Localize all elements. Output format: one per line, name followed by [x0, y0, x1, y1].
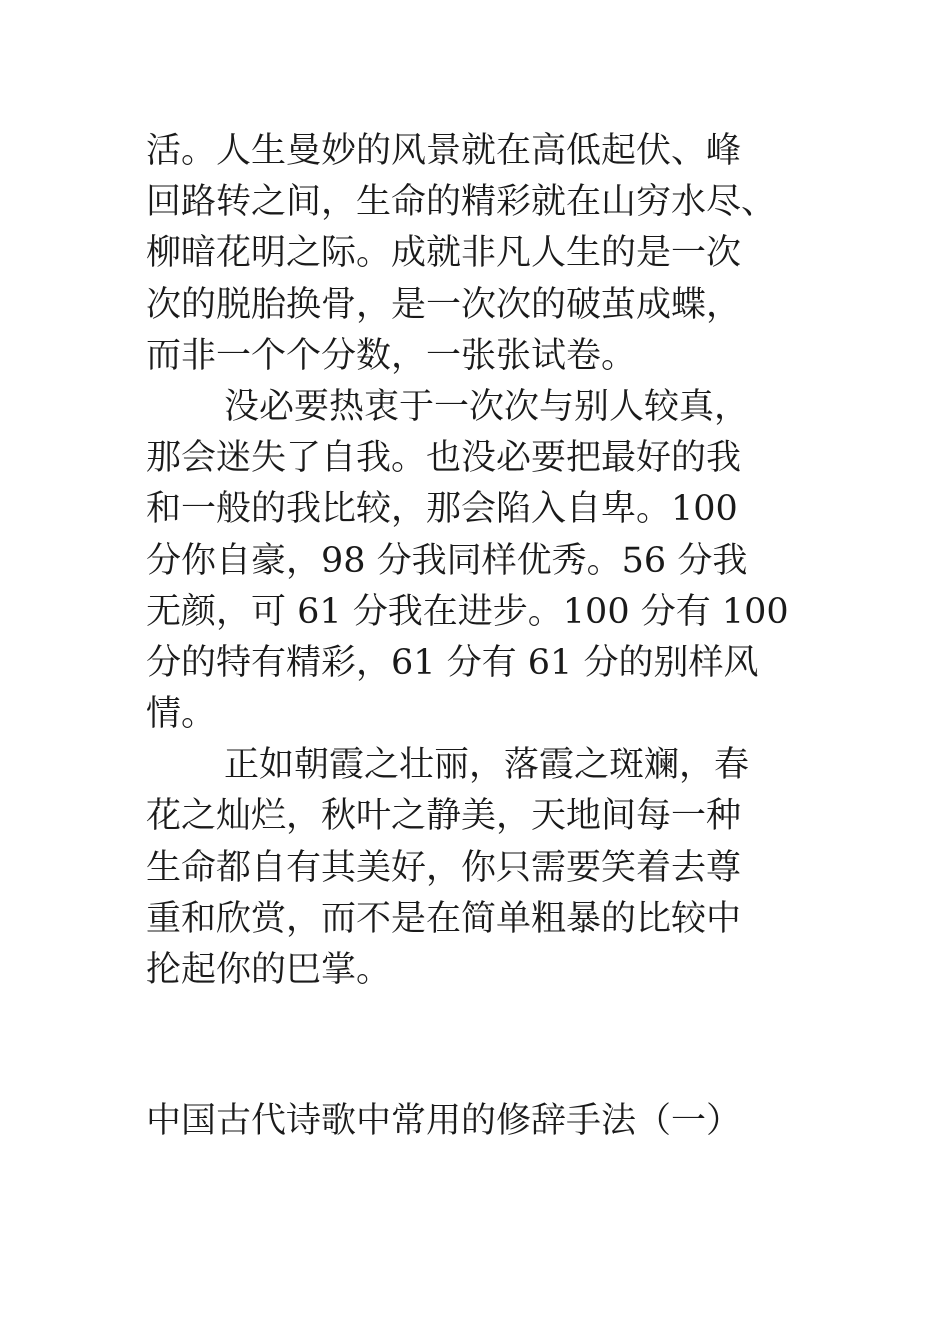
- text-line: 抡起你的巴掌。: [146, 950, 392, 990]
- section-heading: 中国古代诗歌中常用的修辞手法（一）: [146, 1101, 742, 1141]
- text-line: 花之灿烂，秋叶之静美，天地间每一种: [146, 796, 742, 837]
- paragraph-2: [146, 382, 826, 740]
- text-line: 而非一个个分数，一张张试卷。: [146, 335, 637, 376]
- text-line: 正如朝霞之壮丽，落霞之斑斓，春: [224, 745, 750, 786]
- text-line: 活。人生曼妙的风景就在高低起伏、峰: [146, 131, 742, 171]
- text-line: 次的脱胎换骨，是一次次的破茧成蝶，: [146, 284, 742, 325]
- text-line: 没必要热衷于一次次与别人较真，: [224, 386, 750, 427]
- text-line: 重和欣赏，而不是在简单粗暴的比较中: [146, 898, 742, 939]
- text-line: 柳暗花明之际。成就非凡人生的是一次: [146, 233, 742, 274]
- text-line: 无颜，可 61 分我在进步。100 分有 100: [146, 591, 789, 632]
- text-line: 那会迷失了自我。也没必要把最好的我: [146, 438, 742, 479]
- paragraph-3: [146, 740, 826, 996]
- text-line: 和一般的我比较，那会陷入自卑。100: [146, 489, 738, 530]
- paragraph-1: [146, 126, 826, 382]
- text-line: 生命都自有其美好，你只需要笑着去尊: [146, 847, 742, 888]
- text-line: 情。: [146, 694, 217, 735]
- body-text: [146, 126, 826, 996]
- text-line: 分你自豪，98 分我同样优秀。56 分我: [146, 540, 748, 581]
- text-line: 分的特有精彩，61 分有 61 分的别样风: [146, 642, 759, 683]
- text-line: 回路转之间，生命的精彩就在山穷水尽、: [146, 182, 777, 223]
